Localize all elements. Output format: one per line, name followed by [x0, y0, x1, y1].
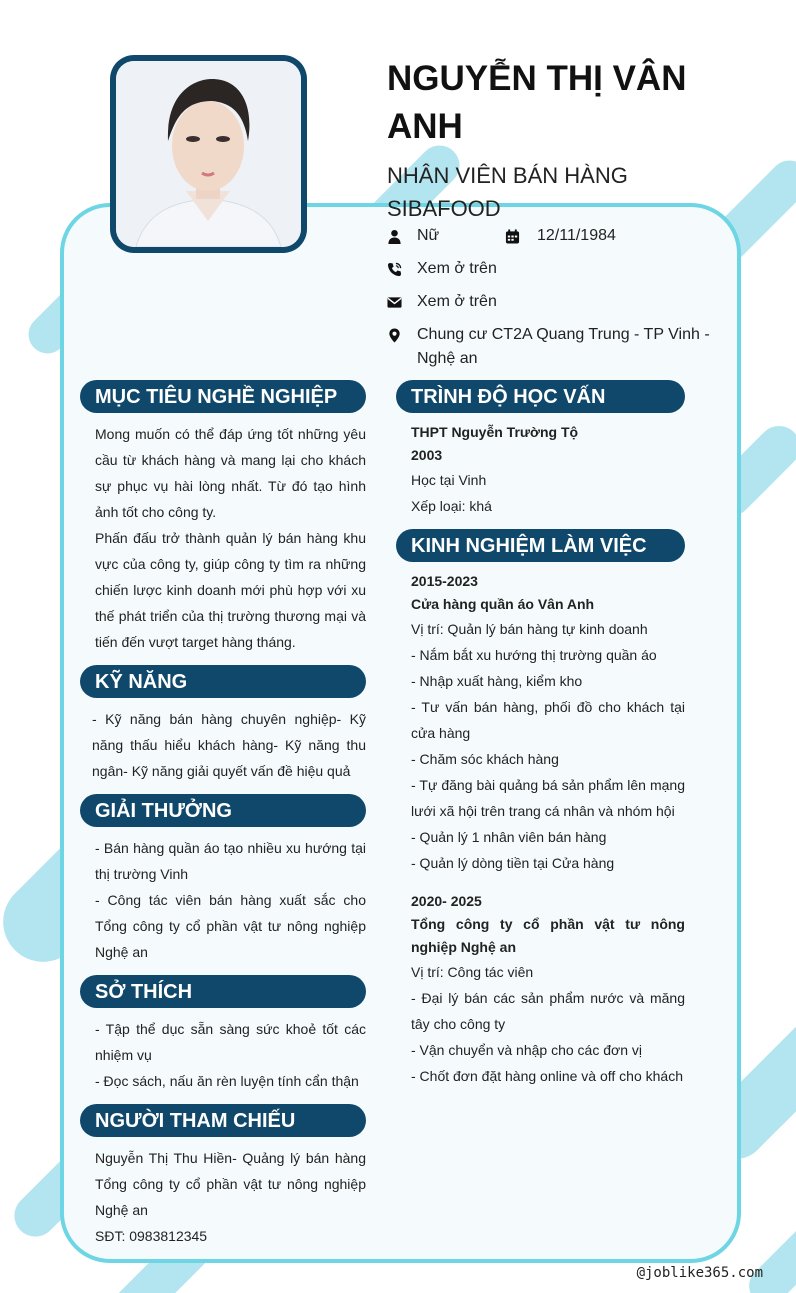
address-value: Chung cư CT2A Quang Trung - TP Vinh - Nghệ an	[417, 326, 710, 367]
references-title: NGƯỜI THAM CHIẾU	[80, 1104, 366, 1137]
objective-title: MỤC TIÊU NGHỀ NGHIỆP	[80, 380, 366, 413]
job-period: 2020- 2025	[411, 893, 482, 909]
left-column	[80, 380, 366, 1249]
candidate-name: NGUYỄN THỊ VÂN ANH	[387, 59, 687, 146]
contact-info	[385, 224, 715, 380]
job-line: Vị trí: Công tác viên	[411, 964, 534, 980]
skills-body	[80, 706, 366, 784]
education-place: Học tại Vinh	[411, 472, 487, 488]
email-value: Xem ở trên	[417, 293, 497, 310]
phone-icon	[385, 257, 403, 281]
envelope-icon	[385, 290, 403, 314]
references-body	[80, 1145, 366, 1249]
header	[387, 55, 727, 225]
candidate-position: NHÂN VIÊN BÁN HÀNG SIBAFOOD	[387, 163, 628, 221]
education-year: 2003	[411, 447, 443, 463]
job-line: - Nhập xuất hàng, kiểm kho	[411, 673, 583, 689]
job-line: - Quản lý 1 nhân viên bán hàng	[411, 829, 607, 845]
skills-title: KỸ NĂNG	[80, 665, 366, 698]
education-school: THPT Nguyễn Trường Tộ	[411, 424, 579, 440]
objective-paragraph-1: Mong muốn có thể đáp ứng tốt những yêu cầu từ khách hàng và mang lại cho khách sự phục vụ hài lòng nhất. Từ đó tạo hình ảnh tốt cho công ty.	[95, 426, 366, 520]
hobby-item: - Đọc sách, nấu ăn rèn luyện tính cẩn thận	[95, 1073, 359, 1089]
education-body	[396, 421, 685, 519]
job-line: Vị trí: Quản lý bán hàng tự kinh doanh	[411, 621, 648, 637]
education-title: TRÌNH ĐỘ HỌC VẤN	[396, 380, 685, 413]
phone-value: Xem ở trên	[417, 260, 497, 277]
objective-body	[80, 421, 366, 655]
objective-paragraph-2: Phấn đấu trở thành quản lý bán hàng khu vực của công ty, giúp công ty tìm ra những chiến lược kinh doanh mới phù hợp với xu thế phát triển của thị trường thương mại và tiến đến vượt target hàng tháng.	[95, 530, 366, 650]
award-item: - Công tác viên bán hàng xuất sắc cho Tổng công ty cổ phần vật tư nông nghiệp Nghệ an	[95, 892, 366, 960]
email-row	[385, 290, 715, 314]
job-line: - Đại lý bán các sản phẩm nước và măng tây cho công ty	[411, 990, 685, 1032]
reference-text: Nguyễn Thị Thu Hiền- Quảng lý bán hàng Tổng công ty cổ phần vật tư nông nghiệp Nghệ an	[95, 1150, 366, 1218]
award-item: - Bán hàng quần áo tạo nhiều xu hướng tại thị trường Vinh	[95, 840, 366, 882]
job-line: - Nắm bắt xu hướng thị trường quần áo	[411, 647, 657, 663]
job-line: - Vận chuyển và nhập cho các đơn vị	[411, 1042, 642, 1058]
job-company: Cửa hàng quần áo Vân Anh	[411, 596, 595, 612]
birthday-value: 12/11/1984	[537, 227, 616, 244]
hobbies-body	[80, 1016, 366, 1094]
education-grade: Xếp loại: khá	[411, 498, 492, 514]
phone-row	[385, 257, 715, 281]
address-row	[385, 323, 715, 371]
profile-photo	[116, 61, 301, 247]
hobbies-title: SỞ THÍCH	[80, 975, 366, 1008]
job-line: - Chăm sóc khách hàng	[411, 751, 559, 767]
profile-photo-frame	[110, 55, 307, 253]
job-line: - Tự đăng bài quảng bá sản phẩm lên mạng lưới xã hội trên trang cá nhân và nhóm hội	[411, 777, 685, 819]
job-line: - Tư vấn bán hàng, phối đồ cho khách tại cửa hàng	[411, 699, 685, 741]
watermark: @joblike365.com	[636, 1265, 763, 1281]
user-icon	[385, 224, 403, 248]
gender-value: Nữ	[417, 227, 440, 244]
experience-title: KINH NGHIỆM LÀM VIỆC	[396, 529, 685, 562]
location-icon	[385, 323, 403, 347]
job-company: Tổng công ty cổ phần vật tư nông nghiệp Nghệ an	[411, 916, 685, 955]
job-spacer	[411, 876, 685, 890]
gender-birthday-row	[385, 224, 715, 248]
hobby-item: - Tập thể dục sẵn sàng sức khoẻ tốt các nhiệm vụ	[95, 1021, 366, 1063]
awards-body	[80, 835, 366, 965]
calendar-icon	[503, 224, 521, 248]
skills-text: - Kỹ năng bán hàng chuyên nghiệp- Kỹ năng thấu hiểu khách hàng- Kỹ năng thu ngân- Kỹ năng giải quyết vấn đề hiệu quả	[92, 711, 366, 779]
job-period: 2015-2023	[411, 573, 478, 589]
experience-body	[396, 570, 685, 1089]
awards-title: GIẢI THƯỞNG	[80, 794, 366, 827]
right-column	[396, 380, 685, 1089]
job-line: - Quản lý dòng tiền tại Cửa hàng	[411, 855, 615, 871]
job-line: - Chốt đơn đặt hàng online và off cho khách	[411, 1068, 683, 1084]
decor-stripe	[741, 1215, 796, 1293]
reference-phone: SĐT: 0983812345	[95, 1228, 208, 1244]
